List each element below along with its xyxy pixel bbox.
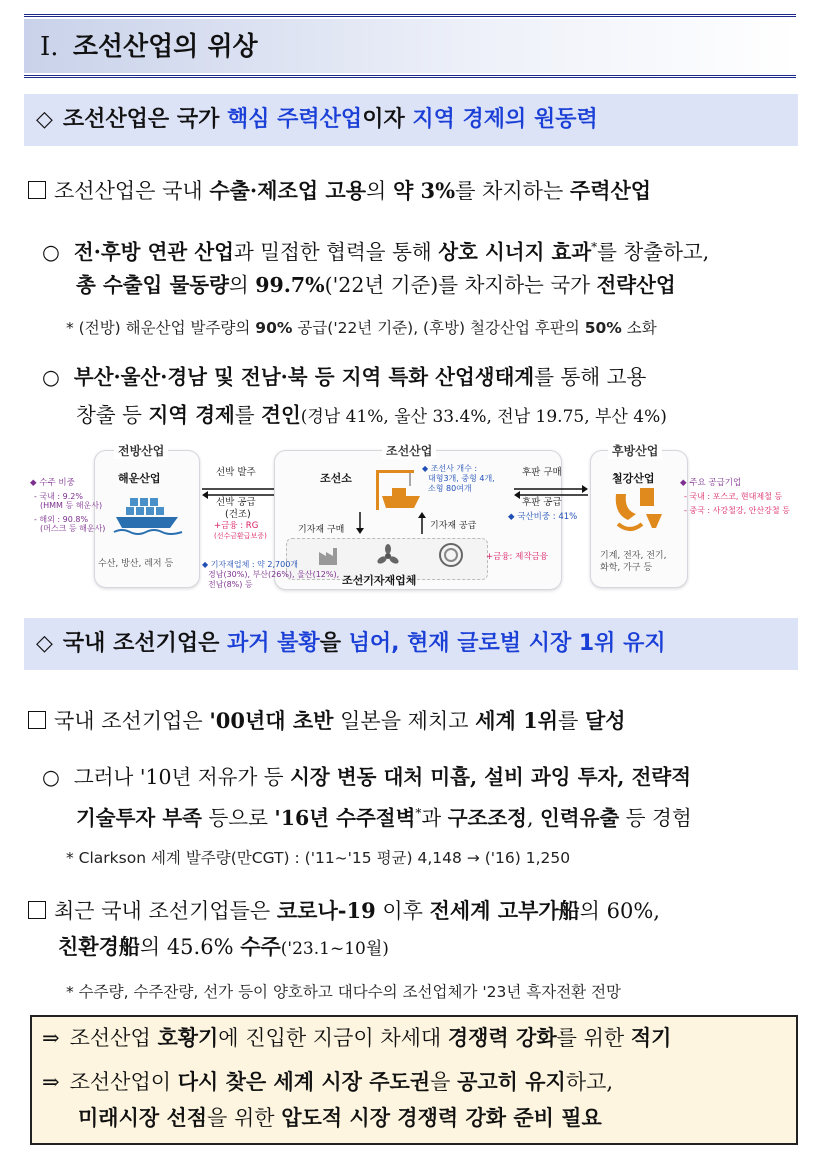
order-share-foreign-note: (머스크 등 해운사) [40, 524, 106, 533]
checkbox-square-icon [28, 181, 46, 199]
circle-bullet-icon: ○ [42, 239, 60, 264]
checkbox-square-icon [28, 901, 46, 919]
plate-purchase-label: 후판 구매 [522, 467, 562, 478]
ship-icon [112, 492, 184, 542]
steel-furnace-icon [610, 484, 670, 540]
implies-arrow-icon: ⇒ [42, 1026, 60, 1050]
conclusion-line2: ⇒ 조선산업이 다시 찾은 세계 시장 주도권을 공고히 유지하고, [42, 1069, 614, 1094]
propeller-icon [376, 544, 400, 572]
title-text: 조선산업의 위상 [72, 32, 258, 62]
section1-sub2-line1: ○ 부산·울산·경남 및 전남·북 등 지역 특화 산업생태계를 통해 고용 [42, 365, 647, 389]
checkbox-square-icon [28, 711, 46, 729]
diamond-icon: ◇ [36, 107, 53, 132]
section2-bullet2-note: * 수주량, 수주잔량, 선가 등이 양호하고 대다수의 조선업체가 '23년 흑자전환 전망 [66, 983, 622, 1001]
finance-rg-note: (선수금환급보증) [214, 532, 267, 540]
circle-bullet-icon: ○ [42, 765, 60, 789]
equipment-supply-label: 기자재 공급 [430, 521, 477, 531]
order-share-domestic-note: (HMM 등 해운사) [40, 501, 103, 510]
shipping-industry-label: 해운산업 [118, 472, 161, 485]
ship-supply-label: 선박 공급 [216, 497, 256, 508]
steel-industry-label: 철강산업 [612, 472, 655, 485]
equipment-makers-label: 조선기자재업체 [342, 574, 417, 587]
section2-bullet2-line2: 친환경船의 45.6% 수주('23.1~10월) [58, 934, 389, 959]
finance-rg-label: +금융 : RG [214, 521, 259, 531]
conclusion-line1: ⇒ 조선산업 호황기에 진입한 지금이 차세대 경쟁력 강화를 위한 적기 [42, 1025, 672, 1050]
diamond-icon: ◇ [36, 631, 53, 656]
conclusion-box [30, 1015, 798, 1145]
back-industry-title: 후방산업 [608, 442, 662, 459]
order-share-title: ◆ 수주 비중 [30, 478, 75, 488]
production-finance-label: +금융: 제작금융 [486, 552, 548, 562]
factory-icon [318, 544, 344, 570]
back-industry-examples: 기계, 전자, 전기, [600, 551, 667, 561]
shipbuilder-count-title: ◆ 조선사 개수 : [422, 464, 478, 473]
shipyard-label: 조선소 [320, 472, 352, 485]
section2-sub1-line1: ○ 그러나 '10년 저유가 등 시장 변동 대처 미흡, 설비 과잉 투자, 전략적 [42, 765, 691, 789]
section1-sub1-note: * (전방) 해운산업 발주량의 90% 공급('22년 기준), (후방) 철강산업 후판의 50% 소화 [66, 319, 657, 337]
section2-sub1-line2: 기술투자 부족 등으로 '16년 수주절벽*과 구조조정, 인력유출 등 경험 [76, 805, 692, 830]
domestic-share-label: ◆ 국산비중 : 41% [508, 512, 578, 522]
back-industry-examples-2: 화학, 가구 등 [600, 563, 653, 573]
shipbuilder-count-large: 대형3개, 중형 4개, [428, 474, 495, 483]
section1-bullet1: 조선산업은 국내 수출·제조업 고용의 약 3%를 차지하는 주력산업 [28, 176, 651, 206]
order-share-domestic: - 국내 : 9.2% [34, 492, 83, 501]
section1-sub1-line2: 총 수출입 물동량의 99.7%('22년 기준)를 차지하는 국가 전략산업 [76, 273, 676, 297]
shipbuilding-title: 조선산업 [382, 442, 436, 459]
equipment-region-share: 경남(30%), 부산(26%), 울산(12%), [208, 570, 340, 579]
section2-bullet1: 국내 조선기업은 '00년대 초반 일본을 제치고 세계 1위를 달성 [28, 706, 626, 736]
section2-sub1-note: * Clarkson 세계 발주량(만CGT) : ('11~'15 평균) 4,148 → ('16) 1,250 [66, 849, 571, 867]
section2-bullet2-line1: 최근 국내 조선기업들은 코로나-19 이후 전세계 고부가船의 60%, [28, 896, 660, 926]
section1-sub2-line2: 창출 등 지역 경제를 견인(경남 41%, 울산 33.4%, 전남 19.75, 부산 4%) [76, 403, 667, 427]
ship-order-label: 선박 발주 [216, 467, 256, 478]
supplier-title: ◆ 주요 공급기업 [680, 478, 742, 488]
front-industry-examples: 수산, 방산, 레저 등 [98, 559, 174, 569]
shipbuilder-count-small: 소형 80여개 [428, 484, 472, 493]
arrow-down-icon [356, 512, 364, 538]
title-number: Ⅰ. [40, 32, 59, 62]
engine-gauge-icon [438, 542, 464, 572]
equipment-region-share-2: 전남(8%) 등 [208, 580, 253, 589]
front-industry-title: 전방산업 [114, 442, 168, 459]
section1-sub1-line1: ○ 전·후방 연관 산업과 밀접한 협력을 통해 상호 시너지 효과*를 창출하고, [42, 239, 710, 264]
implies-arrow-icon: ⇒ [42, 1070, 60, 1094]
page-title [40, 26, 258, 63]
ship-build-label: (건조) [225, 509, 251, 520]
section1-header: ◇ 조선산업은 국가 핵심 주력산업이자 지역 경제의 원동력 [24, 94, 798, 146]
industry-diagram [30, 440, 800, 590]
supplier-domestic: - 국내 : 포스코, 현대제철 등 [684, 492, 783, 501]
section2-header: ◇ 국내 조선기업은 과거 불황을 넘어, 현재 글로벌 시장 1위 유지 [24, 618, 798, 670]
plate-supply-label: 후판 공급 [522, 497, 562, 508]
arrow-up-icon [418, 512, 426, 538]
conclusion-line3: 미래시장 선점을 위한 압도적 시장 경쟁력 강화 준비 필요 [78, 1105, 602, 1130]
supplier-china: - 중국 : 사강철강, 안산강철 등 [684, 506, 790, 515]
circle-bullet-icon: ○ [42, 365, 60, 389]
equipment-count: ◆ 기자재업체 : 약 2,700개 [202, 560, 299, 569]
equipment-purchase-label: 기자재 구매 [298, 525, 345, 535]
order-share-foreign: - 해외 : 90.8% [34, 515, 89, 524]
